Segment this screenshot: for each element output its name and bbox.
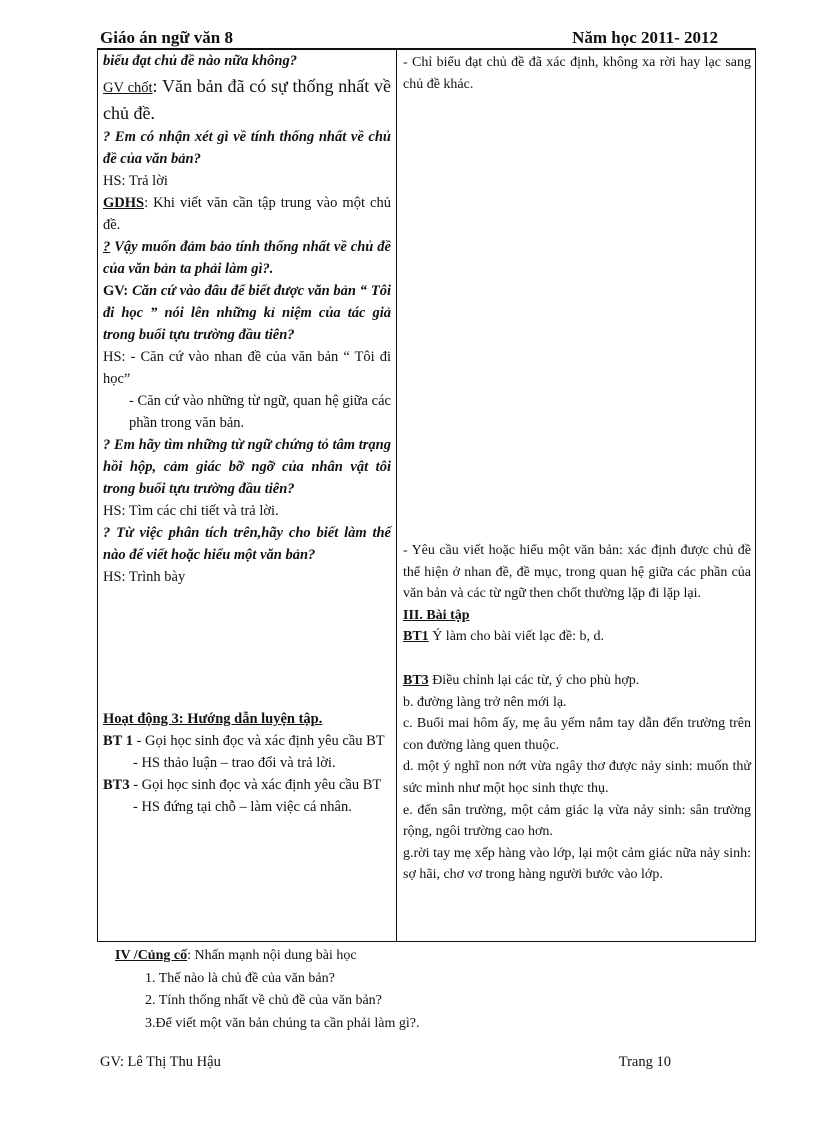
header-subject: Giáo án ngữ văn 8 <box>100 28 234 47</box>
hs-answer-2a: HS: - Căn cứ vào nhan đề của văn bản “ Tôi đi học” <box>103 349 391 387</box>
consolidation-item: 3.Để viết một văn bản chúng ta cần phải làm gì?. <box>145 1015 420 1031</box>
gv2-text: Căn cứ vào đâu để biết được văn bản “ Tôi đi học ” nói lên những kỉ niệm của tác giả trong buổi tựu trường đầu tiên? <box>103 283 391 343</box>
gv-question-2 <box>103 280 391 346</box>
right-note-1: - Yêu cầu viết hoặc hiểu một văn bản: xác định được chủ đề thể hiện ở nhan đề, đề mục, trong quan hệ giữa các phần của văn bản và các từ ngữ then chốt thường lặp đi lặp lại. <box>403 543 751 602</box>
left-question-2 <box>103 236 391 280</box>
right-column-bottom <box>403 540 751 886</box>
footer-page-number: Trang 10 <box>618 1054 671 1070</box>
bt3-text-left: - Gọi học sinh đọc và xác định yêu cầu BT <box>129 777 382 793</box>
right-note-0: - Chỉ biểu đạt chủ đề đã xác định, không xa rời hay lạc sang chủ đề khác. <box>403 55 751 92</box>
header-school-year: Năm học 2011- 2012 <box>572 28 718 47</box>
gv-chot-text: : Văn bản đã có sự thống nhất về chủ đề. <box>103 76 391 123</box>
answer-e: e. đến sân trường, một cảm giác lạ vừa nảy sinh: sân trường rộng, ngôi trường cao hơn. <box>403 802 751 840</box>
consolidation-item: 1. Thế nào là chủ đề của văn bản? <box>145 970 335 986</box>
bt1-instruction <box>103 730 391 752</box>
gdhs-text: : Khi viết văn cần tập trung vào một chủ đề. <box>103 195 391 233</box>
bt1-answer <box>403 626 751 648</box>
lesson-table <box>97 50 756 942</box>
left-question-1: ? Em có nhận xét gì về tính thống nhất về chủ đề của văn bản? <box>103 129 391 167</box>
gdhs-note <box>103 192 391 236</box>
consolidation-section <box>115 945 419 1035</box>
hs-answer-1: HS: Trả lời <box>103 173 168 189</box>
gdhs-label: GDHS <box>103 195 145 211</box>
gv-chot-label: GV chốt <box>103 80 153 96</box>
bt3-label-left: BT3 <box>103 777 130 793</box>
q2-mark: ? <box>103 239 111 255</box>
left-question-3: ? Em hãy tìm những từ ngữ chứng tỏ tâm trạng hồi hộp, cảm giác bỡ ngỡ của nhân vật tôi trong buổi tựu trường đầu tiên? <box>103 437 391 497</box>
answer-c: c. Buổi mai hôm ấy, mẹ âu yếm nắm tay dẫn đến trường trên con đường làng quen thuộc. <box>403 716 751 753</box>
bt1-label-left: BT 1 <box>103 733 133 749</box>
exercise-heading: III. Bài tập <box>403 607 470 623</box>
left-column <box>103 50 391 588</box>
consolidation-label: IV /Củng cố <box>115 948 188 963</box>
bt1-text-right: Ý làm cho bài viết lạc đề: b, d. <box>428 629 605 645</box>
left-question-0: biểu đạt chủ đề nào nữa không? <box>103 53 298 69</box>
answer-b: b. đường làng trở nên mới lạ. <box>403 694 567 710</box>
bt3-answer <box>403 670 751 692</box>
hs-answer-2b: - Căn cứ vào những từ ngữ, quan hệ giữa các phần trong văn bản. <box>129 393 391 431</box>
consolidation-item: 2. Tính thống nhất về chủ đề của văn bản? <box>145 993 382 1008</box>
left-practice-section <box>103 708 391 818</box>
bt1-hs-action: - HS thảo luận – trao đổi và trả lời. <box>133 755 336 771</box>
right-column-top <box>403 52 751 95</box>
answer-d: d. một ý nghĩ non nớt vừa ngây thơ được nảy sinh: muốn thử sức mình như một học sinh thực thụ. <box>403 759 751 796</box>
hs-answer-4: HS: Trình bày <box>103 569 186 585</box>
answer-g: g.rời tay mẹ xếp hàng vào lớp, lại một cảm giác nữa nảy sinh: sợ hãi, chơ vơ trong hàng người bước vào lớp. <box>403 845 751 883</box>
bt3-instruction <box>103 774 391 796</box>
bt3-text-right: Điều chỉnh lại các từ, ý cho phù hợp. <box>428 672 640 688</box>
consolidation-heading <box>115 945 419 968</box>
bt1-text-left: - Gọi học sinh đọc và xác định yêu cầu BT <box>132 733 385 749</box>
footer-teacher: GV: Lê Thị Thu Hậu <box>100 1054 221 1070</box>
hs-answer-3: HS: Tìm các chi tiết và trả lời. <box>103 503 279 519</box>
gv-conclusion <box>103 74 391 126</box>
activity-3-heading: Hoạt động 3: Hướng dẫn luyện tập. <box>103 711 323 727</box>
bt3-label-right: BT3 <box>403 672 429 688</box>
left-question-4: ? Từ việc phân tích trên,hãy cho biết làm thế nào để viết hoặc hiểu một văn bản? <box>103 525 391 563</box>
column-divider <box>396 50 397 941</box>
q2-text: Vậy muốn đảm bảo tính thống nhất về chủ đề của văn bản ta phải làm gì?. <box>103 239 391 277</box>
bt1-label-right: BT1 <box>403 629 429 645</box>
consolidation-text: : Nhấn mạnh nội dung bài học <box>187 948 357 963</box>
gv2-label: GV: <box>103 283 133 299</box>
spacer <box>403 648 751 670</box>
bt3-hs-action: - HS đứng tại chỗ – làm việc cá nhân. <box>133 799 352 815</box>
